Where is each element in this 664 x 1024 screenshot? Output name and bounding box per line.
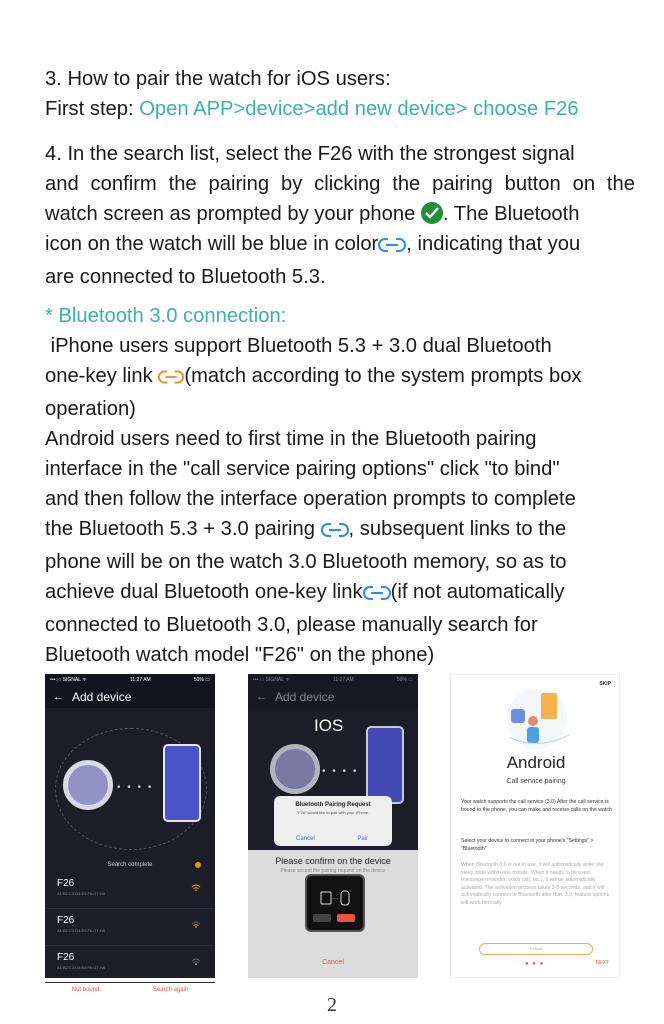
confirm-sheet	[248, 850, 418, 978]
back-arrow-icon: ←	[256, 691, 267, 703]
bt30-line-1: iPhone users support Bluetooth 5.3 + 3.0 dual Bluetooth	[45, 335, 552, 357]
bt30-line-9	[45, 577, 635, 610]
status-signal: •••○○ SIGNAL ᯤ	[253, 677, 290, 683]
signal-medium-icon	[191, 921, 201, 929]
pairing-dialog	[274, 796, 392, 846]
section-4-line-4a: icon on the watch will be blue in color	[45, 233, 379, 255]
page-indicator: ● ● ●	[525, 961, 545, 967]
section-3-heading: 3. How to pair the watch for iOS users:	[45, 68, 391, 90]
watch-screen-icon	[305, 874, 365, 932]
dialog-cancel-button[interactable]: Cancel	[296, 836, 315, 842]
device-illustration	[45, 708, 215, 858]
android-subtitle: Call service pairing	[506, 778, 566, 785]
sheet-title: Please confirm on the device	[275, 856, 391, 866]
bt30-line-7	[45, 514, 635, 547]
device-name: F26	[57, 878, 75, 889]
section-4-line-3a: watch screen as prompted by your phone	[45, 203, 416, 225]
section-3	[45, 64, 635, 124]
device-row[interactable]	[45, 872, 215, 909]
search-complete-label: Search complete	[107, 862, 153, 868]
pairing-illustration-icon	[489, 683, 585, 751]
device-name: F26	[57, 915, 75, 926]
paragraph-call-service: Your watch supports the call service (3.0) After the call service is bound to the phone, you can make and receive calls on the watch	[461, 799, 612, 813]
watch-icon	[63, 760, 113, 810]
section-4-line-4	[45, 229, 635, 262]
link-icon	[321, 517, 349, 547]
section-4-line-1: 4. In the search list, select the F26 with the strongest signal	[45, 143, 575, 165]
sheet-subtitle: Please accept the pairing request on the device	[280, 868, 386, 874]
status-battery: 50% ▭	[193, 677, 210, 683]
next-button[interactable]: NEXT	[595, 960, 609, 966]
back-arrow-icon[interactable]: ←	[53, 691, 64, 703]
dialog-pair-button[interactable]: Pair	[357, 836, 368, 842]
phone-icon	[163, 744, 201, 822]
bt30-line-6: and then follow the interface operation prompts to complete	[45, 488, 576, 510]
bt30-line-2b: (match according to the system prompts box	[184, 365, 582, 387]
dialog-title: Bluetooth Pairing Request	[295, 802, 371, 808]
search-status	[45, 858, 215, 872]
bt30-line-4: Android users need to first time in the Bluetooth pairing	[45, 428, 537, 450]
bt30-line-7b: , subsequent links to the	[348, 518, 567, 540]
dialog-body: "F26" would like to pair with your iPhone.	[296, 810, 370, 815]
device-row[interactable]	[45, 909, 215, 946]
device-mac: A1:B2:C3:D4:E5:F6:G7:H8	[57, 891, 105, 896]
screen-title: Add device	[72, 690, 132, 704]
android-title: Android	[506, 753, 566, 772]
first-step-path: Open APP>device>add new device> choose F26	[139, 98, 579, 120]
search-again-button[interactable]: Search again	[152, 987, 189, 993]
check-icon	[421, 202, 443, 224]
device-row[interactable]	[45, 946, 215, 983]
cancel-button[interactable]: Cancel	[322, 959, 344, 966]
screen-title: Add device	[275, 690, 335, 704]
section-4-line-2: and confirm the pairing by clicking the pairing button on the	[45, 173, 635, 195]
status-bar	[248, 674, 418, 686]
bt30-line-7a: the Bluetooth 5.3 + 3.0 pairing	[45, 518, 315, 540]
phone-icon	[366, 726, 404, 804]
to-bind-button[interactable]: To bind	[479, 943, 593, 955]
status-signal: •••○○ SIGNAL ᯤ	[50, 677, 87, 683]
bt30-heading: * Bluetooth 3.0 connection:	[45, 305, 287, 327]
watch-icon	[270, 744, 320, 794]
bt30-line-3: operation)	[45, 398, 136, 420]
first-step	[45, 94, 635, 124]
bt30-line-2a: one-key link	[45, 365, 153, 387]
paragraph-select-device: Select your device to connect in your phone's "Settings" > "Bluetooth"	[461, 838, 594, 852]
svg-text:···: ···	[332, 896, 338, 903]
device-mac: A1:B2:C3:D4:E5:F6:G7:H8	[57, 928, 105, 933]
link-icon	[378, 232, 406, 262]
status-battery: 50% ▭	[396, 677, 413, 683]
screenshot-add-device	[45, 674, 215, 993]
status-bar	[45, 674, 215, 686]
os-label: IOS	[314, 716, 344, 735]
signal-weak-icon	[191, 958, 201, 966]
dots: • • • •	[117, 782, 154, 793]
bt30-line-11: Bluetooth watch model "F26" on the phone)	[45, 644, 435, 666]
status-time: 11:27 AM	[332, 677, 354, 683]
section-4-line-5: are connected to Bluetooth 5.3.	[45, 266, 326, 288]
device-name: F26	[57, 952, 75, 963]
alert-badge-icon	[195, 862, 201, 868]
dots: • • • •	[322, 766, 359, 777]
paragraph-sleep-note: When Bluetooth 3.0 is not in use, it will automatically enter the sleep state within one minute. When it needs to be used (message reminder, voice call, etc.), it will be automatically activated. The activation process takes 3-5 seconds, and it will automatically connect to Bluetooth after that. 3.0, feature options will work normally.	[461, 862, 610, 906]
nav-bar	[248, 686, 418, 708]
screenshot-android-pairing	[450, 674, 620, 978]
status-time: 11:27 AM	[129, 677, 151, 683]
page-number: 2	[327, 994, 337, 1016]
device-mac: A1:B2:C3:D4:E5:F6:G7:H8	[57, 965, 105, 970]
link-icon	[363, 580, 391, 610]
signal-strong-icon	[191, 884, 201, 892]
bottom-actions	[45, 987, 215, 993]
section-4-line-3b: . The Bluetooth	[442, 203, 580, 225]
section-4-line-4b: , indicating that you	[406, 233, 581, 255]
bt30-line-9b: (if not automatically	[390, 581, 565, 603]
section-4-line-3	[45, 199, 635, 229]
link-icon	[158, 364, 184, 394]
not-bound-button[interactable]: Not bound	[71, 987, 100, 993]
bt30-line-5: interface in the "call service pairing options" click "to bind"	[45, 458, 560, 480]
screenshot-ios-pairing	[248, 674, 418, 978]
dimmed-background	[248, 674, 418, 708]
bt30-line-10: connected to Bluetooth 3.0, please manually search for	[45, 614, 538, 636]
bt30-line-2	[45, 361, 635, 394]
section-4	[45, 139, 635, 292]
bt30-line-9a: achieve dual Bluetooth one-key link	[45, 581, 363, 603]
nav-bar	[45, 686, 215, 708]
first-step-label: First step:	[45, 98, 140, 120]
bt30-line-8: phone will be on the watch 3.0 Bluetooth memory, so as to	[45, 551, 567, 573]
skip-button[interactable]: SKIP	[599, 681, 611, 687]
bt30-section	[45, 301, 635, 670]
